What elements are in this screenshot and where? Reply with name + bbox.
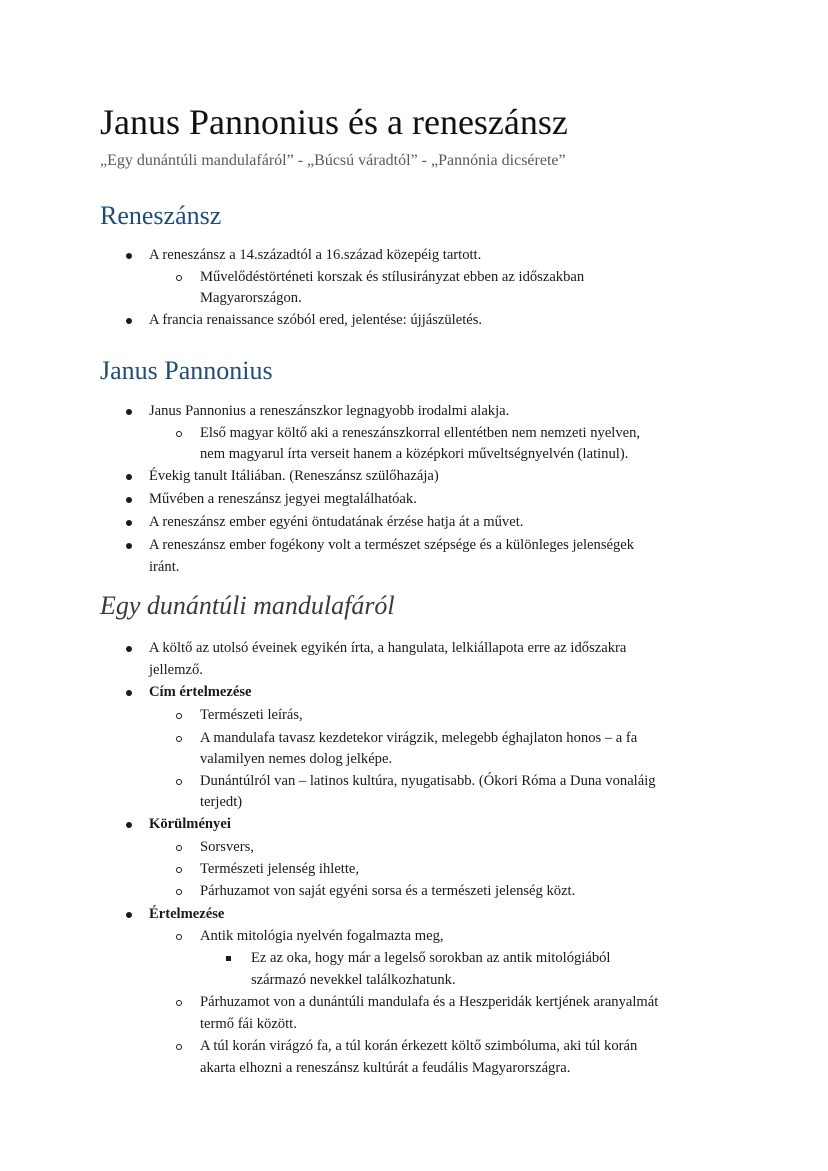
document-title: Janus Pannonius és a reneszánsz bbox=[100, 102, 568, 142]
list-item: Művében a reneszánsz jegyei megtalálhatóak. bbox=[149, 491, 417, 507]
list-item: Ez az oka, hogy már a legelső sorokban az antik mitológiából bbox=[251, 950, 611, 966]
list-item: Antik mitológia nyelvén fogalmazta meg, bbox=[200, 928, 444, 944]
bullet-circle bbox=[176, 736, 182, 742]
list-item: Első magyar költő aki a reneszánszkorral ellentétben nem nemzeti nyelven, bbox=[200, 425, 641, 441]
bullet-disc bbox=[126, 474, 132, 480]
list-item-continuation: jellemző. bbox=[149, 662, 203, 678]
bullet-square bbox=[226, 956, 231, 961]
list-item: A reneszánsz a 14.századtól a 16.század közepéig tartott. bbox=[149, 247, 482, 263]
heading-mandulafa: Egy dunántúli mandulafáról bbox=[100, 591, 395, 620]
list-item: Természeti jelenség ihlette, bbox=[200, 861, 360, 877]
bullet-disc bbox=[126, 543, 132, 549]
bullet-circle bbox=[176, 889, 182, 895]
bullet-circle bbox=[176, 275, 182, 281]
bullet-circle bbox=[176, 779, 182, 785]
list-item: Párhuzamot von saját egyéni sorsa és a természeti jelenség közt. bbox=[200, 883, 576, 899]
bullet-disc bbox=[126, 318, 132, 324]
bullet-circle bbox=[176, 713, 182, 719]
list-item-continuation: nem magyarul írta verseit hanem a középkori műveltségnyelvén (latinul). bbox=[200, 446, 629, 462]
bullet-disc bbox=[126, 912, 132, 918]
list-item-continuation: akarta elhozni a reneszánsz kultúrát a feudális Magyarországra. bbox=[200, 1060, 571, 1076]
bullet-disc bbox=[126, 822, 132, 828]
bullet-disc bbox=[126, 253, 132, 259]
list-item-heading: Körülményei bbox=[149, 816, 231, 832]
bullet-disc bbox=[126, 497, 132, 503]
list-item: Évekig tanult Itáliában. (Reneszánsz szülőhazája) bbox=[149, 468, 439, 484]
bullet-disc bbox=[126, 520, 132, 526]
bullet-circle bbox=[176, 934, 182, 940]
document-subtitle: „Egy dunántúli mandulafáról” - „Búcsú váradtól” - „Pannónia dicsérete” bbox=[100, 152, 566, 169]
list-item-continuation: Magyarországon. bbox=[200, 290, 302, 306]
list-item: A mandulafa tavasz kezdetekor virágzik, melegebb éghajlaton honos – a fa bbox=[200, 730, 638, 746]
bullet-circle bbox=[176, 845, 182, 851]
bullet-disc bbox=[126, 646, 132, 652]
list-item-continuation: származó nevekkel találkozhatunk. bbox=[251, 972, 456, 988]
list-item: Sorsvers, bbox=[200, 839, 254, 855]
list-item: A költő az utolsó éveinek egyikén írta, a hangulata, lelkiállapota erre az időszakra bbox=[149, 640, 627, 656]
list-item: A reneszánsz ember fogékony volt a természet szépsége és a különleges jelenségek bbox=[149, 537, 635, 553]
bullet-circle bbox=[176, 431, 182, 437]
list-item-continuation: termő fái között. bbox=[200, 1016, 297, 1032]
list-item: Janus Pannonius a reneszánszkor legnagyobb irodalmi alakja. bbox=[149, 403, 510, 419]
list-item-continuation: valamilyen nemes dolog jelképe. bbox=[200, 751, 393, 767]
list-item: Természeti leírás, bbox=[200, 707, 303, 723]
list-item: Dunántúlról van – latinos kultúra, nyugatisabb. (Ókori Róma a Duna vonaláig bbox=[200, 773, 656, 789]
list-item: Művelődéstörténeti korszak és stílusirányzat ebben az időszakban bbox=[200, 269, 585, 285]
list-item: A túl korán virágzó fa, a túl korán érkezett költő szimbóluma, aki túl korán bbox=[200, 1038, 638, 1054]
heading-reneszansz: Reneszánsz bbox=[100, 201, 222, 230]
list-item: A francia renaissance szóból ered, jelentése: újjászületés. bbox=[149, 312, 483, 328]
bullet-circle bbox=[176, 867, 182, 873]
list-item-continuation: iránt. bbox=[149, 559, 180, 575]
list-item: A reneszánsz ember egyéni öntudatának érzése hatja át a művet. bbox=[149, 514, 524, 530]
heading-janus-pannonius: Janus Pannonius bbox=[100, 356, 273, 385]
bullet-disc bbox=[126, 690, 132, 696]
list-item-heading: Cím értelmezése bbox=[149, 684, 252, 700]
list-item: Párhuzamot von a dunántúli mandulafa és a Heszperidák kertjének aranyalmát bbox=[200, 994, 659, 1010]
bullet-circle bbox=[176, 1000, 182, 1006]
bullet-circle bbox=[176, 1044, 182, 1050]
bullet-disc bbox=[126, 409, 132, 415]
list-item-continuation: terjedt) bbox=[200, 794, 243, 810]
list-item-heading: Értelmezése bbox=[149, 906, 225, 922]
